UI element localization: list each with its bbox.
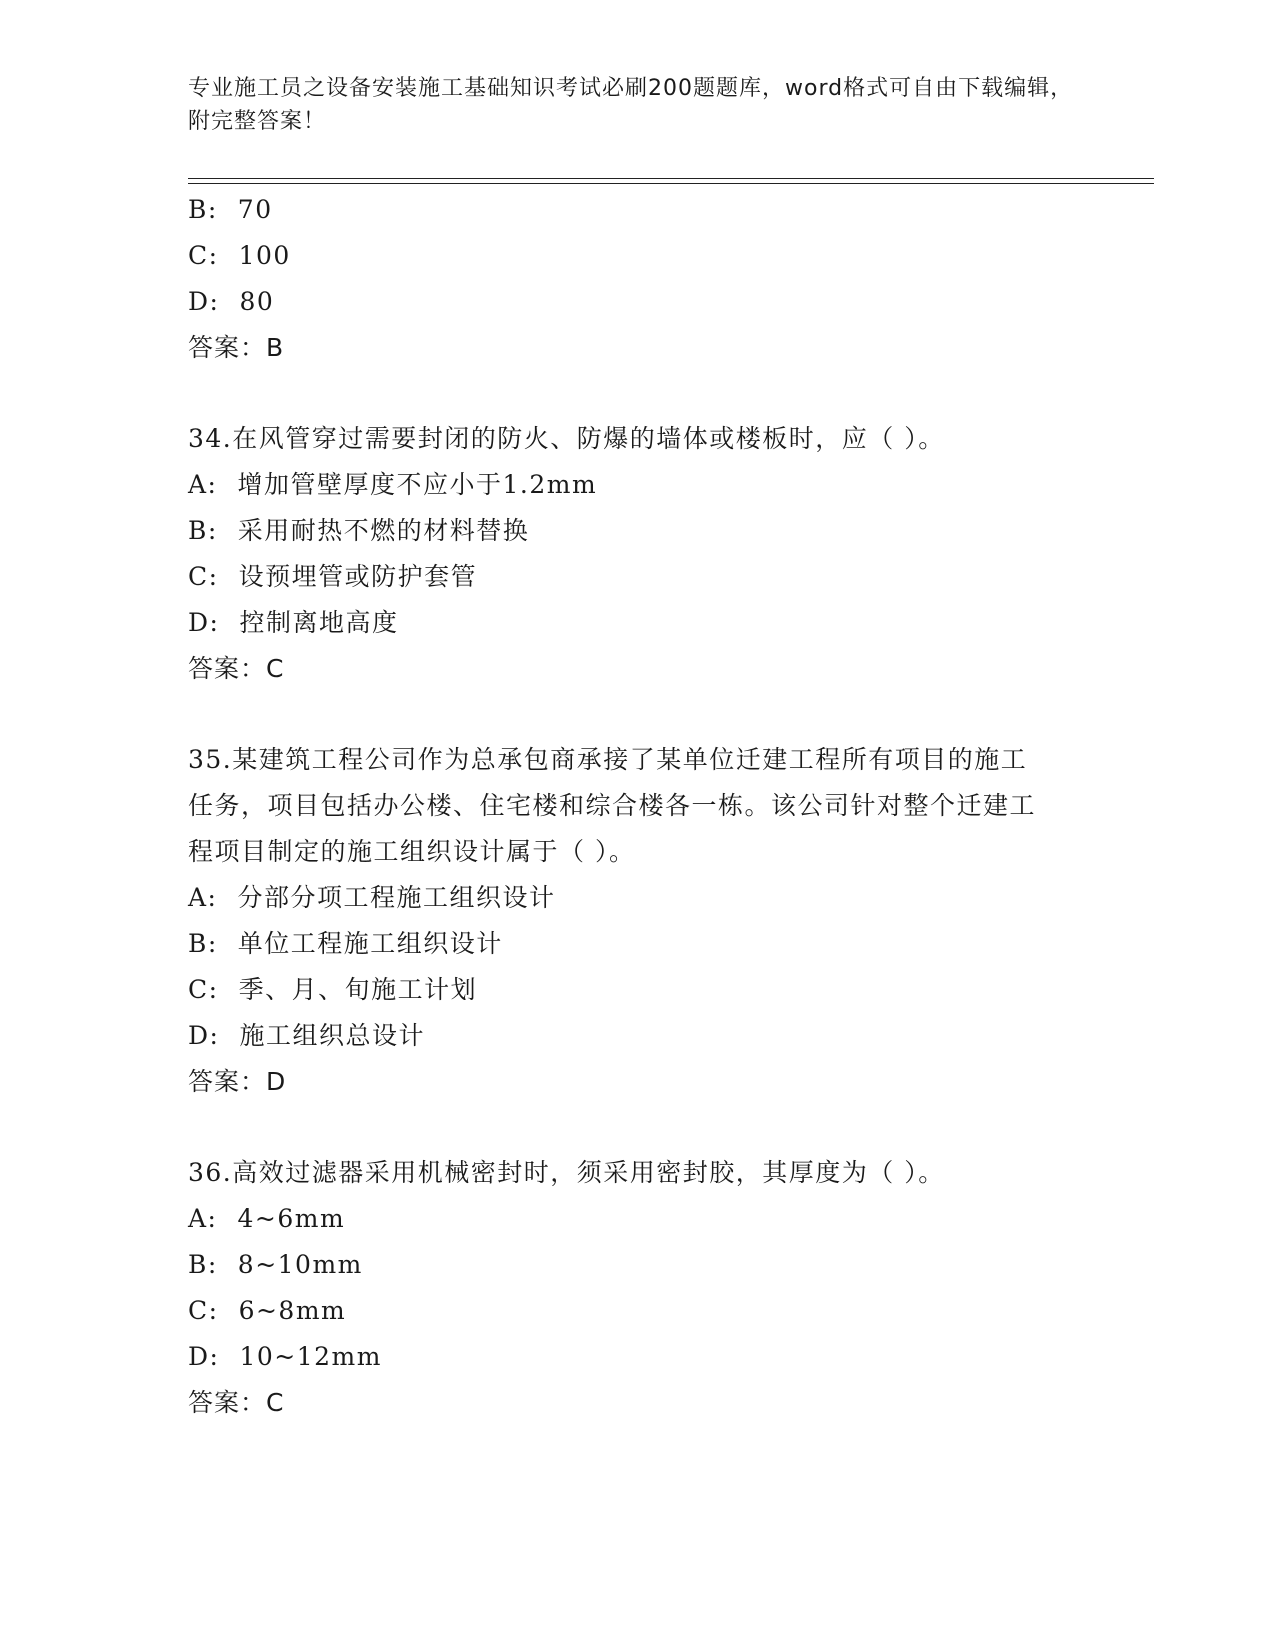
answer-line: 答案：B [188,333,285,362]
header-divider [188,178,1154,179]
option-d: D: 控制离地高度 [188,608,399,637]
answer-line: 答案：C [188,1388,285,1417]
option-b: B: 采用耐热不燃的材料替换 [188,516,530,545]
prev-question-block [188,187,1088,371]
option-a: A: 4~6mm [188,1204,346,1233]
page-header: 专业施工员之设备安装施工基础知识考试必刷200题题库，word格式可自由下载编辑，附完整答案！ [188,76,1074,134]
option-c: C: 设预埋管或防护套管 [188,562,478,591]
option-b: B: 单位工程施工组织设计 [188,929,503,958]
option-d: D: 80 [188,287,275,316]
option-d: D: 10~12mm [188,1342,382,1371]
header-divider [188,183,1154,184]
option-b: B: 8~10mm [188,1250,363,1279]
option-b: B: 70 [188,195,273,224]
question-stem: 35.某建筑工程公司作为总承包商承接了某单位迁建工程所有项目的施工任务，项目包括办公楼、住宅楼和综合楼各一栋。该公司针对整个迁建工程项目制定的施工组织设计属于（ ）。 [188,745,1037,866]
option-c: C: 季、月、旬施工计划 [188,975,478,1004]
option-c: C: 100 [188,241,291,270]
question-block [188,1150,1088,1426]
question-stem: 36.高效过滤器采用机械密封时，须采用密封胶，其厚度为（ ）。 [188,1158,945,1187]
option-a: A: 增加管壁厚度不应小于1.2mm [188,470,598,499]
option-a: A: 分部分项工程施工组织设计 [188,883,556,912]
option-c: C: 6~8mm [188,1296,347,1325]
question-stem: 34.在风管穿过需要封闭的防火、防爆的墙体或楼板时，应（ ）。 [188,424,945,453]
option-d: D: 施工组织总设计 [188,1021,425,1050]
question-block [188,737,1088,1105]
question-block [188,416,1088,692]
answer-line: 答案：D [188,1067,287,1096]
answer-line: 答案：C [188,654,285,683]
question-content [188,187,1088,1471]
